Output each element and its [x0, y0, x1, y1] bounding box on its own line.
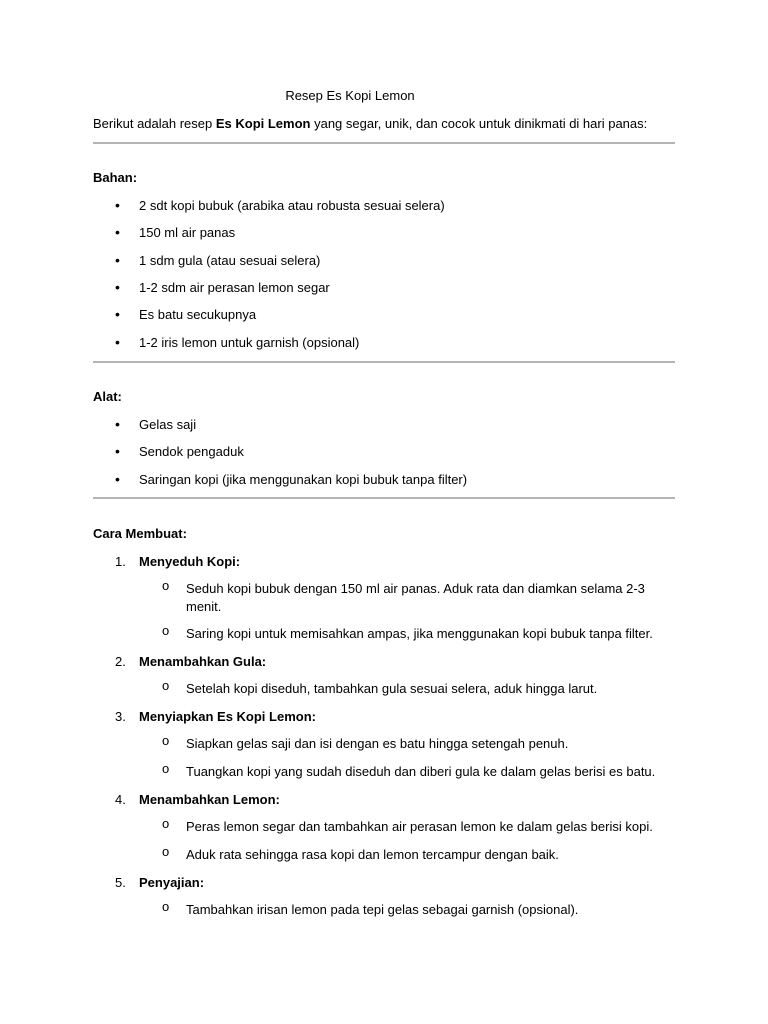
step-title: Penyajian: — [139, 875, 205, 890]
sub-bullet-icon: o — [162, 816, 170, 831]
document-title: Resep Es Kopi Lemon — [285, 88, 415, 103]
bullet-icon: • — [115, 197, 120, 213]
cara-heading: Cara Membuat: — [93, 526, 187, 541]
horizontal-rule — [93, 361, 675, 363]
sub-bullet-icon: o — [162, 678, 170, 693]
step-sub-text: Peras lemon segar dan tambahkan air perasan lemon ke dalam gelas berisi kopi. — [186, 819, 653, 834]
intro-text-bold: Es Kopi Lemon — [215, 116, 311, 131]
bullet-icon: • — [115, 334, 120, 350]
sub-bullet-icon: o — [162, 733, 170, 748]
alat-item-text: Saringan kopi (jika menggunakan kopi bubuk tanpa filter) — [139, 472, 468, 487]
alat-item-text: Sendok pengaduk — [139, 444, 244, 459]
step-sub-text: Tambahkan irisan lemon pada tepi gelas sebagai garnish (opsional). — [186, 902, 579, 917]
step-sub-text: Aduk rata sehingga rasa kopi dan lemon tercampur dengan baik. — [186, 847, 559, 862]
alat-item-text: Gelas saji — [139, 417, 197, 432]
bahan-heading: Bahan: — [93, 170, 138, 185]
step-sub-text: Siapkan gelas saji dan isi dengan es batu hingga setengah penuh. — [186, 736, 569, 751]
step-title: Menambahkan Gula: — [139, 654, 267, 669]
step-sub-text: Tuangkan kopi yang sudah diseduh dan diberi gula ke dalam gelas berisi es batu. — [186, 764, 656, 779]
step-number: 1. — [115, 554, 126, 569]
bullet-icon: • — [115, 306, 120, 322]
bullet-icon: • — [115, 443, 120, 459]
bullet-icon: • — [115, 224, 120, 240]
bullet-icon: • — [115, 252, 120, 268]
alat-heading: Alat: — [93, 389, 122, 404]
sub-bullet-icon: o — [162, 844, 170, 859]
intro-text-after: yang segar, unik, dan cocok untuk dinikmati di hari panas: — [310, 116, 648, 131]
bullet-icon: • — [115, 471, 120, 487]
step-number: 3. — [115, 709, 126, 724]
step-sub-text: Setelah kopi diseduh, tambahkan gula sesuai selera, aduk hingga larut. — [186, 681, 598, 696]
step-number: 4. — [115, 792, 126, 807]
horizontal-rule — [93, 497, 675, 499]
bahan-item-text: 150 ml air panas — [139, 225, 236, 240]
bahan-item-text: 1 sdm gula (atau sesuai selera) — [139, 253, 321, 268]
sub-bullet-icon: o — [162, 761, 170, 776]
bahan-item-text: Es batu secukupnya — [139, 307, 257, 322]
bullet-icon: • — [115, 279, 120, 295]
sub-bullet-icon: o — [162, 623, 170, 638]
intro-text-before: Berikut adalah resep — [93, 116, 216, 131]
intro-paragraph — [93, 116, 647, 131]
step-title: Menyiapkan Es Kopi Lemon: — [139, 709, 316, 724]
step-title: Menyeduh Kopi: — [139, 554, 241, 569]
bahan-item-text: 1-2 iris lemon untuk garnish (opsional) — [139, 335, 360, 350]
step-title: Menambahkan Lemon: — [139, 792, 280, 807]
step-sub-text: Saring kopi untuk memisahkan ampas, jika menggunakan kopi bubuk tanpa filter. — [186, 626, 653, 641]
horizontal-rule — [93, 142, 675, 144]
bullet-icon: • — [115, 416, 120, 432]
step-number: 2. — [115, 654, 126, 669]
bahan-item-text: 1-2 sdm air perasan lemon segar — [139, 280, 330, 295]
bahan-item-text: 2 sdt kopi bubuk (arabika atau robusta sesuai selera) — [139, 198, 445, 213]
sub-bullet-icon: o — [162, 578, 170, 593]
sub-bullet-icon: o — [162, 899, 170, 914]
step-sub-text: Seduh kopi bubuk dengan 150 ml air panas. Aduk rata dan diamkan selama 2-3 menit. — [186, 581, 645, 614]
step-number: 5. — [115, 875, 126, 890]
